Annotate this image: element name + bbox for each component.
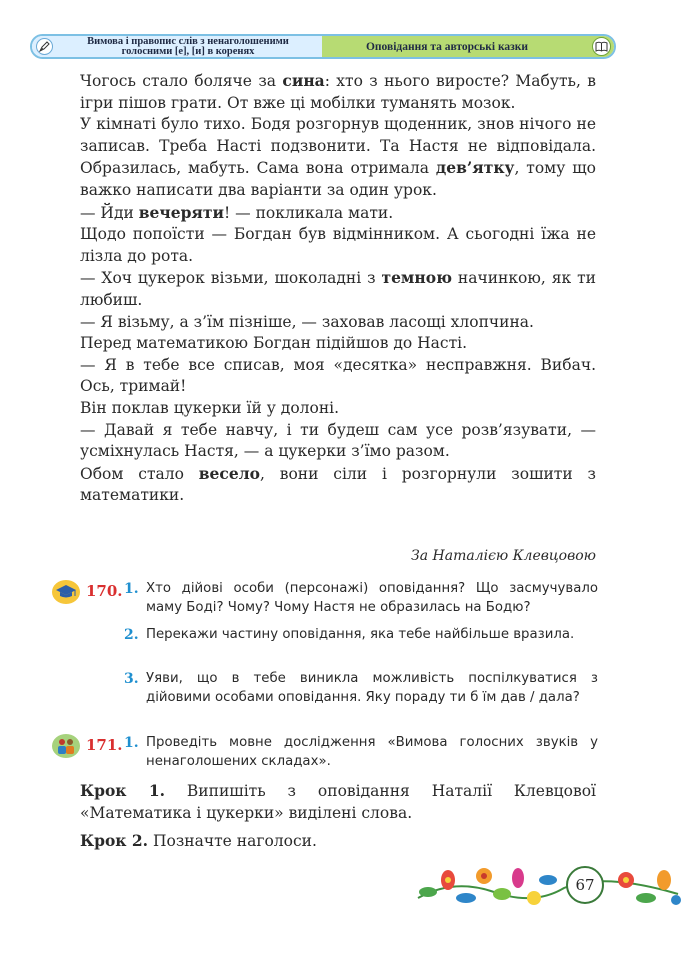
task-number: 1. xyxy=(124,735,139,751)
graduation-cap-icon xyxy=(52,580,80,604)
header-topic-panel xyxy=(32,36,322,57)
highlighted-word: темною xyxy=(381,268,452,288)
story-paragraph: — Давай я тебе навчу, і ти будеш сам усе розв’язувати, — усміхнулась Настя, — а цукерки з’їмо разом. xyxy=(80,420,596,461)
task-number: 2. xyxy=(124,627,139,643)
task-text: Проведіть мовне дослідження «Вимова голосних звуків у ненаголошених складах». xyxy=(146,735,598,769)
step-2: Крок 2. Позначте наголоси. xyxy=(80,831,317,851)
highlighted-word: дев’ятку xyxy=(435,158,515,178)
story-attribution: За Наталією Клевцовою xyxy=(411,548,596,564)
task-text: Уяви, що в тебе виникла можливість поспілкуватися з дійовими особами оповідання. Яку пораду ти б їм дав / дала? xyxy=(146,671,598,705)
header-section-panel xyxy=(322,36,614,57)
pair-work-icon xyxy=(52,734,80,758)
research-steps xyxy=(80,780,596,853)
highlighted-word: сина xyxy=(282,71,325,90)
task-item xyxy=(124,626,598,645)
task-number: 1. xyxy=(124,581,139,597)
pen-nib-icon xyxy=(36,38,53,55)
task-text: Перекажи частину оповідання, яка тебе найбільше вразила. xyxy=(146,627,575,642)
floral-ornament-icon xyxy=(414,858,682,914)
header-topic: Вимова і правопис слів з ненаголошеними голосними [е], [и] в коренях xyxy=(87,35,289,57)
story-paragraph: — Хоч цукерок візьми, шоколадні з темною начинкою, як ти любиш. xyxy=(80,268,596,309)
task-item xyxy=(124,580,598,617)
step-1: Крок 1. Випишіть з оповідання Наталії Клевцової «Математика і цукерки» виділені слова. xyxy=(80,781,596,822)
page-header xyxy=(30,34,616,59)
open-book-icon xyxy=(592,37,611,56)
task-text: Хто дійові особи (персонажі) оповідання? Що засмучувало маму Боді? Чому? Чому Настя не образилась на Бодю? xyxy=(146,581,598,615)
story-paragraph: Обом стало весело, вони сіли і розгорнули зошити з математики. xyxy=(80,463,596,505)
step-label: Крок 2. xyxy=(80,831,149,851)
story-paragraph: Він поклав цукерки їй у долоні. xyxy=(80,398,340,417)
task-item xyxy=(124,670,598,707)
exercise-number: 171. xyxy=(86,736,123,754)
story-paragraph: Щодо попоїсти — Богдан був відмінником. А сьогодні їжа не лізла до рота. xyxy=(80,225,596,265)
header-section: Оповідання та авторські казки xyxy=(365,40,529,53)
highlighted-word: вечеряти xyxy=(138,202,224,222)
exercise-number: 170. xyxy=(86,582,123,600)
story-paragraph: — Йди вечеряти! — покликала мати. xyxy=(80,202,394,222)
story-paragraph: Перед математикою Богдан підійшов до Насті. xyxy=(80,334,468,353)
exercise-171 xyxy=(52,734,598,778)
task-number: 3. xyxy=(124,671,139,687)
story-text xyxy=(80,70,596,507)
step-label: Крок 1. xyxy=(80,781,166,800)
exercise-170 xyxy=(52,580,598,730)
page-number: 67 xyxy=(566,866,604,904)
story-paragraph: Чогось стало боляче за сина: хто з нього виросте? Мабуть, в ігри пішов грати. От вже ці мобілки туманять мозок. xyxy=(80,71,596,112)
task-item xyxy=(124,734,598,771)
highlighted-word: весело xyxy=(198,463,260,483)
story-paragraph: — Я візьму, а з’їм пізніше, — заховав ласощі хлопчина. xyxy=(80,312,534,331)
story-paragraph: У кімнаті було тихо. Бодя розгорнув щоденник, знов нічого не записав. Треба Насті подзвонити. Та Настя не відповідала. Образилась, мабуть. Сама вона отримала дев’ятку, тому що важко написати два варіанти за один урок. xyxy=(80,115,596,199)
story-paragraph: — Я в тебе все списав, моя «десятка» несправжня. Вибач. Ось, тримай! xyxy=(80,355,596,396)
